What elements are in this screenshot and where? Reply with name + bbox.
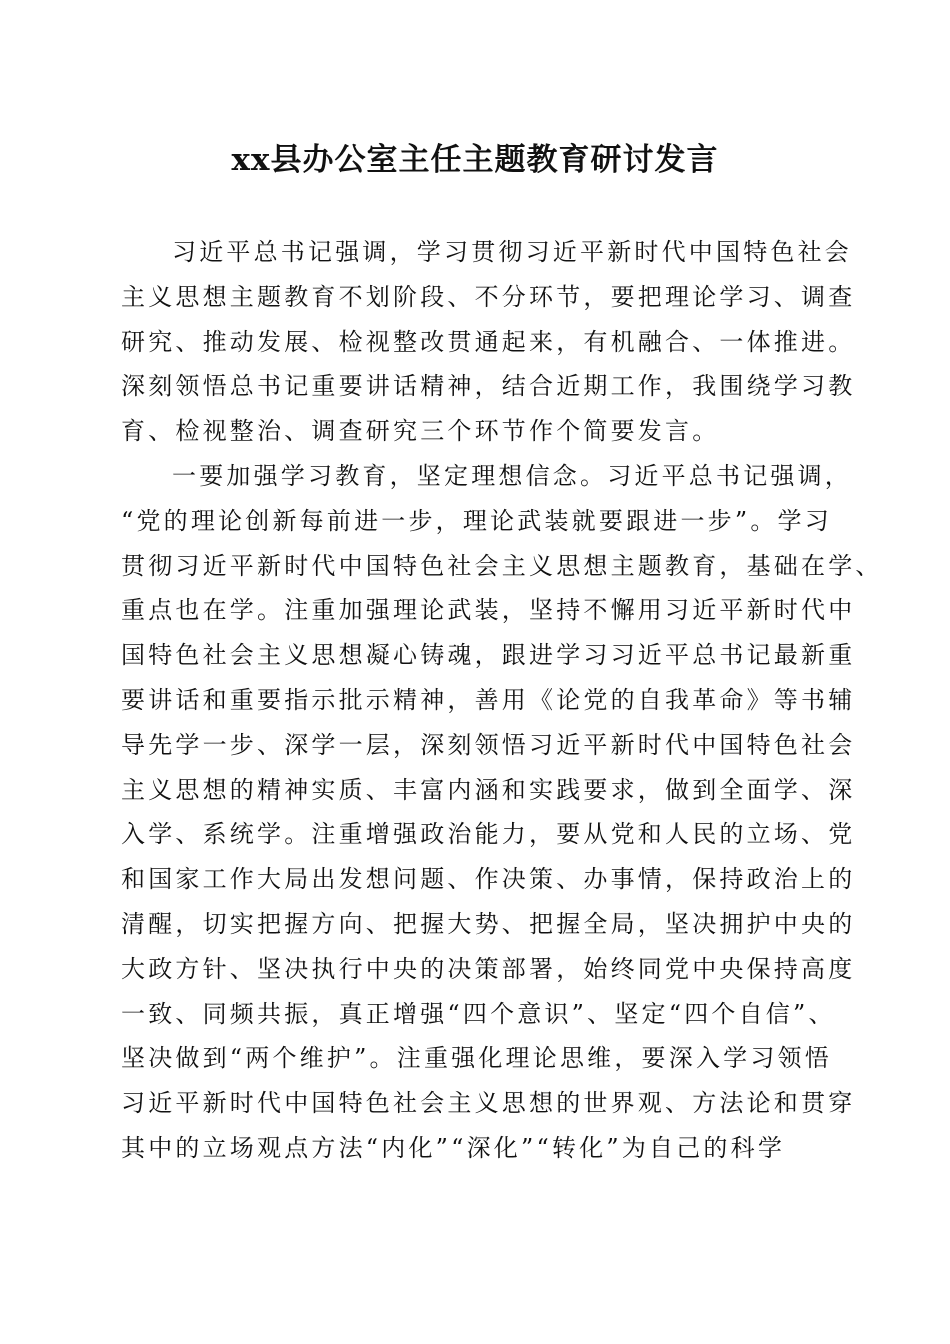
- paragraph-line: 导先学一步、深学一层，深刻领悟习近平新时代中国特色社会: [121, 730, 856, 759]
- paragraph-line: 入学、系统学。注重增强政治能力，要从党和人民的立场、党: [121, 820, 856, 849]
- paragraph-line: 其中的立场观点方法“内化”“深化”“转化”为自己的科学: [121, 1133, 786, 1162]
- paragraph-line: 深刻领悟总书记重要讲话精神，结合近期工作，我围绕学习教: [121, 372, 856, 401]
- paragraph-1: [121, 230, 856, 454]
- paragraph-line: 要讲话和重要指示批示精神，善用《论党的自我革命》等书辅: [121, 685, 856, 714]
- paragraph-line: 习近平总书记强调，学习贯彻习近平新时代中国特色社会: [172, 238, 852, 266]
- paragraph-line: 一致、同频共振，真正增强“四个意识”、坚定“四个自信”、: [121, 999, 836, 1028]
- paragraph-2: [121, 454, 883, 1171]
- paragraph-line: 主义思想主题教育不划阶段、不分环节，要把理论学习、调查: [121, 282, 856, 311]
- paragraph-line: “党的理论创新每前进一步，理论武装就要跟进一步”。学习: [121, 506, 832, 535]
- paragraph-line: 国特色社会主义思想凝心铸魂，跟进学习习近平总书记最新重: [121, 641, 856, 670]
- document-title: xx县办公室主任主题教育研讨发言: [231, 142, 719, 178]
- document-body: [121, 230, 883, 1171]
- paragraph-line: 清醒，切实把握方向、把握大势、把握全局，坚决拥护中央的: [121, 909, 856, 938]
- paragraph-line: 一要加强学习教育，坚定理想信念。习近平总书记强调，: [172, 461, 852, 490]
- paragraph-line: 育、检视整治、调查研究三个环节作个简要发言。: [121, 417, 720, 446]
- paragraph-line: 重点也在学。注重加强理论武装，坚持不懈用习近平新时代中: [121, 596, 856, 625]
- paragraph-line: 和国家工作大局出发想问题、作决策、办事情，保持政治上的: [121, 865, 856, 894]
- paragraph-line: 贯彻习近平新时代中国特色社会主义思想主题教育，基础在学、: [121, 551, 883, 580]
- paragraph-line: 大政方针、坚决执行中央的决策部署，始终同党中央保持高度: [121, 954, 856, 983]
- paragraph-line: 研究、推动发展、检视整改贯通起来，有机融合、一体推进。: [121, 327, 856, 356]
- paragraph-line: 坚决做到“两个维护”。注重强化理论思维，要深入学习领悟: [121, 1044, 832, 1073]
- paragraph-line: 主义思想的精神实质、丰富内涵和实践要求，做到全面学、深: [121, 775, 856, 804]
- paragraph-line: 习近平新时代中国特色社会主义思想的世界观、方法论和贯穿: [121, 1089, 856, 1118]
